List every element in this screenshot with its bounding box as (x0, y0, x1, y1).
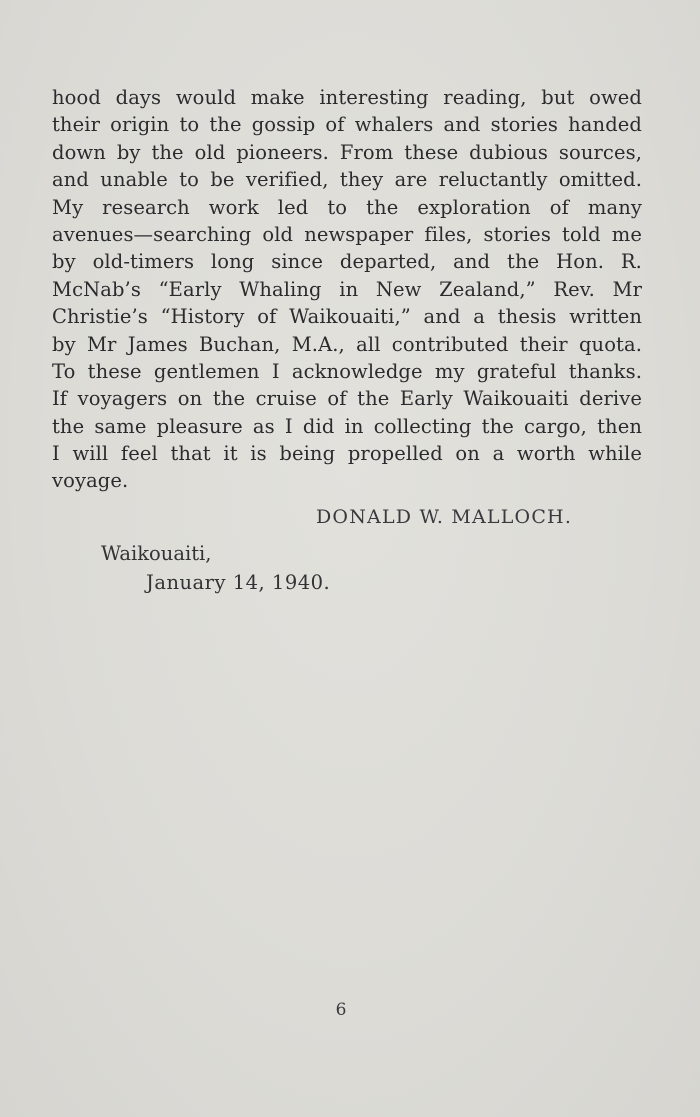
text-line: avenues—searching old newspaper files, stories told me (52, 222, 642, 246)
place-line: Waikouaiti, (101, 542, 212, 565)
text-line: To these gentlemen I acknowledge my grateful thanks. (52, 359, 642, 383)
body-paragraph (52, 84, 642, 495)
text-line: by Mr James Buchan, M.A., all contributed their quota. (52, 332, 642, 356)
text-line: I will feel that it is being propelled on a worth while (52, 442, 642, 466)
text-line: down by the old pioneers. From these dubious sources, (52, 140, 642, 164)
text-line: their origin to the gossip of whalers and stories handed (52, 113, 642, 137)
text-line: the same pleasure as I did in collecting the cargo, then (52, 414, 642, 438)
author-signature: DONALD W. MALLOCH. (316, 506, 573, 528)
date-line: January 14, 1940. (146, 571, 331, 594)
text-line: McNab’s “Early Whaling in New Zealand,” Rev. Mr (52, 277, 642, 301)
text-line: hood days would make interesting reading, but owed (52, 86, 642, 109)
text-line: Christie’s “History of Waikouaiti,” and a thesis written (52, 305, 642, 329)
text-line: My research work led to the exploration of many (52, 195, 642, 219)
text-line: by old-timers long since departed, and the Hon. R. (52, 250, 642, 274)
text-line: If voyagers on the cruise of the Early Waikouaiti derive (52, 387, 642, 411)
text-line: voyage. (52, 469, 129, 493)
text-line: and unable to be verified, they are reluctantly omitted. (52, 168, 642, 192)
page-number: 6 (335, 1000, 347, 1020)
